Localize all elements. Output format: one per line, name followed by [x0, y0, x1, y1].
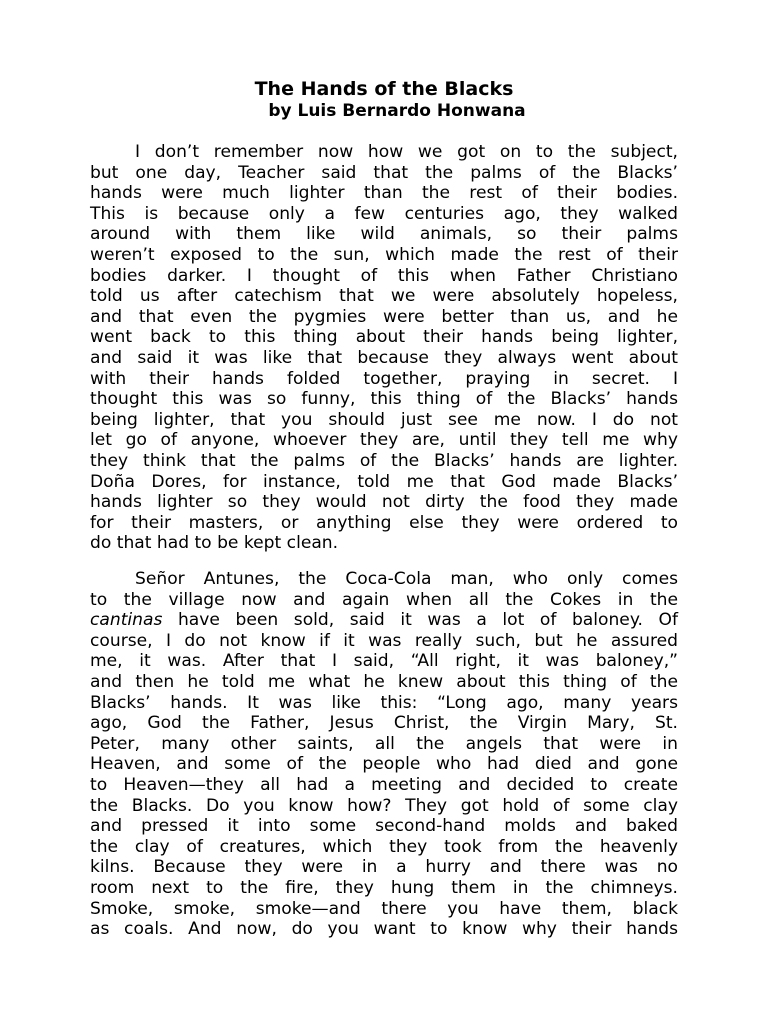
text-line: around with them like wild animals, so their palms: [90, 224, 678, 245]
text-line: kilns. Because they were in a hurry and there was no: [90, 857, 678, 878]
text-line: Blacks’ hands. It was like this: “Long ago, many years: [90, 692, 678, 713]
text-line: and said it was like that because they always went about: [90, 347, 678, 368]
text-line: course, I do not know if it was really such, but he assured: [90, 630, 678, 651]
text-line: but one day, Teacher said that the palms of the Blacks’: [90, 162, 678, 183]
text-line: with their hands folded together, praying in secret. I: [90, 368, 678, 389]
text-line: Smoke, smoke, smoke—and there you have them, black: [90, 898, 678, 919]
text-line: being lighter, that you should just see me now. I do not: [90, 409, 678, 430]
text-line: for their masters, or anything else they were ordered to: [90, 512, 678, 533]
text-line: Heaven, and some of the people who had died and gone: [90, 754, 678, 775]
text-line: the clay of creatures, which they took from the heavenly: [90, 836, 678, 857]
text-line: and then he told me what he knew about this thing of the: [90, 671, 678, 692]
text-line: me, it was. After that I said, “All right, it was baloney,”: [90, 651, 678, 672]
text-line: told us after catechism that we were absolutely hopeless,: [90, 286, 678, 307]
document-title: The Hands of the Blacks: [254, 78, 514, 100]
text-line: to the village now and again when all the Cokes in the: [90, 589, 678, 610]
text-line: they think that the palms of the Blacks’ hands are lighter.: [90, 450, 678, 471]
document-byline: by Luis Bernardo Honwana: [268, 101, 526, 121]
text-line: ago, God the Father, Jesus Christ, the Virgin Mary, St.: [90, 713, 678, 734]
text-line: Peter, many other saints, all the angels that were in: [90, 733, 678, 754]
text-line: Señor Antunes, the Coca-Cola man, who only comes: [135, 569, 678, 589]
text-line: Doña Dores, for instance, told me that God made Blacks’: [90, 471, 678, 492]
text-line: as coals. And now, do you want to know why their hands: [90, 919, 678, 940]
text-run: have been sold, said it was a lot of baloney. Of: [162, 610, 678, 631]
text-line: and pressed it into some second-hand molds and baked: [90, 816, 678, 837]
paragraph-1: [90, 142, 678, 554]
text-line: hands were much lighter than the rest of their bodies.: [90, 183, 678, 204]
text-line: hands lighter so they would not dirty the food they made: [90, 492, 678, 513]
text-line: This is because only a few centuries ago, they walked: [90, 203, 678, 224]
text-line: the Blacks. Do you know how? They got hold of some clay: [90, 795, 678, 816]
text-line: weren’t exposed to the sun, which made the rest of their: [90, 244, 678, 265]
paragraph-2: [90, 569, 678, 940]
text-line: do that had to be kept clean.: [90, 533, 339, 554]
italic-term: cantinas: [90, 610, 163, 631]
text-line: went back to this thing about their hands being lighter,: [90, 327, 678, 348]
text-line: bodies darker. I thought of this when Father Christiano: [90, 265, 678, 286]
text-line: I don’t remember now how we got on to the subject,: [135, 142, 678, 162]
text-line: let go of anyone, whoever they are, until they tell me why: [90, 430, 678, 451]
text-line: and that even the pygmies were better than us, and he: [90, 306, 678, 327]
text-line: thought this was so funny, this thing of the Blacks’ hands: [90, 389, 678, 410]
text-line: [90, 610, 678, 631]
text-line: to Heaven—they all had a meeting and decided to create: [90, 774, 678, 795]
text-line: room next to the fire, they hung them in the chimneys.: [90, 877, 678, 898]
